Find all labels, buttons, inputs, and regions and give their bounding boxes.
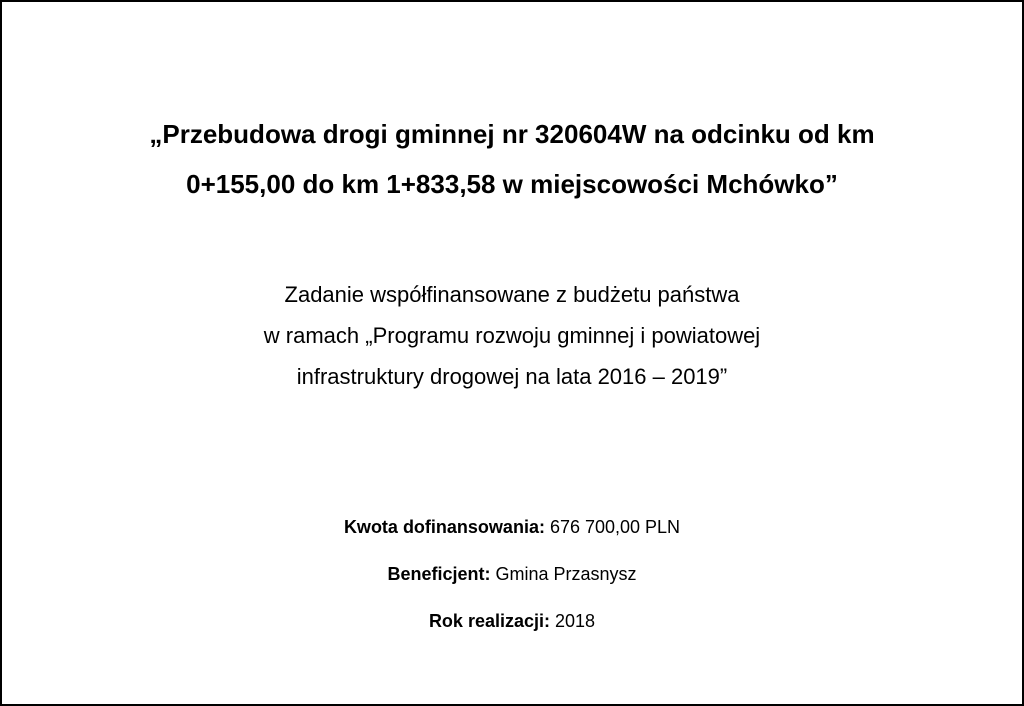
funding-amount-value: 676 700,00 PLN [544, 517, 681, 537]
realization-year [2, 610, 1022, 632]
funding-description-line-3: infrastruktury drogowej na lata 2016 – 2019” [296, 364, 728, 389]
funding-description [2, 274, 1022, 397]
funding-description-line-1: Zadanie współfinansowane z budżetu państwa [284, 282, 740, 307]
realization-year-label: Rok realizacji: [428, 611, 550, 631]
beneficiary-value: Gmina Przasnysz [490, 564, 637, 584]
beneficiary-label: Beneficjent: [387, 564, 491, 584]
beneficiary [2, 563, 1022, 585]
project-title [2, 109, 1022, 209]
project-title-line-2: 0+155,00 do km 1+833,58 w miejscowości Mchówko” [186, 169, 838, 199]
funding-description-line-2: w ramach „Programu rozwoju gminnej i powiatowej [263, 323, 761, 348]
funding-amount-label: Kwota dofinansowania: [343, 517, 545, 537]
funding-amount [2, 516, 1022, 538]
realization-year-value: 2018 [550, 611, 596, 631]
project-facts [2, 516, 1022, 657]
project-title-line-1: „Przebudowa drogi gminnej nr 320604W na odcinku od km [149, 119, 875, 149]
